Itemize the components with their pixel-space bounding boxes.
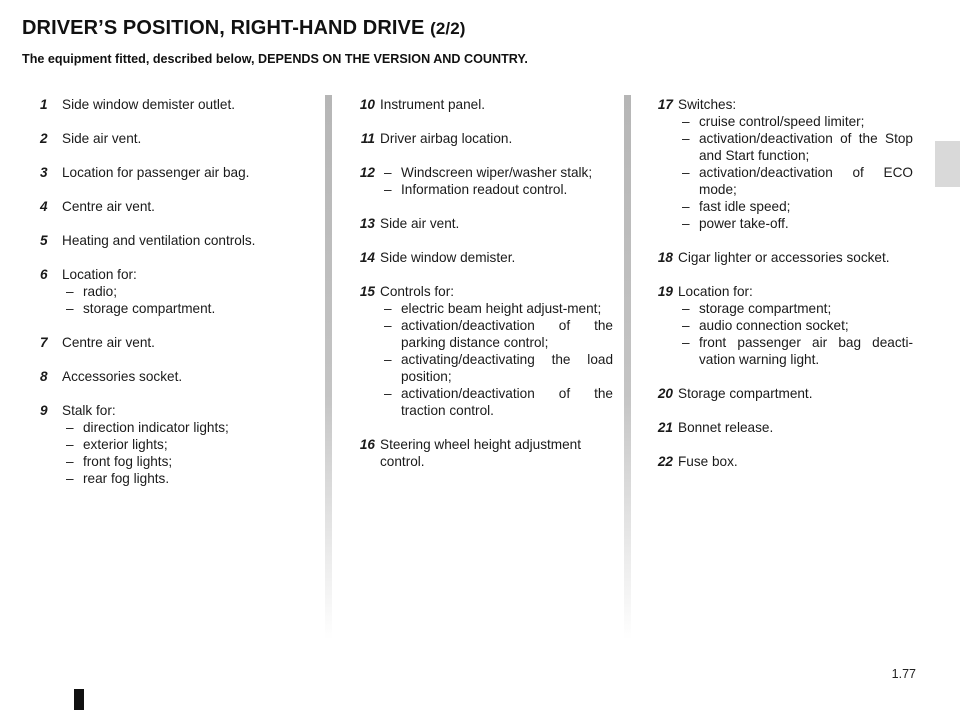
legend-item: 5 Heating and ventilation controls. [40, 232, 300, 249]
dash-bullet: – [682, 301, 690, 316]
sub-item-text: exterior lights; [83, 437, 168, 452]
legend-item: 3 Location for passenger air bag. [40, 164, 300, 181]
item-text: Fuse box. [678, 454, 738, 469]
item-text: Side window demister outlet. [62, 97, 236, 112]
dash-bullet: – [384, 165, 392, 180]
sub-item [380, 181, 613, 198]
legend-item [649, 453, 913, 470]
item-text: Driver airbag location. [380, 131, 513, 146]
column-2 [351, 96, 613, 487]
sub-item-text: audio connection socket; [699, 318, 849, 333]
sub-item [678, 215, 913, 232]
sub-item-text: activation/deactivation of ECO mode; [699, 165, 913, 197]
dash-bullet: – [682, 335, 690, 350]
sub-item [678, 300, 913, 317]
legend-item [649, 283, 913, 368]
chapter-tab-marker [935, 141, 960, 187]
dash-bullet: – [682, 165, 690, 180]
item-number: 16 [359, 437, 375, 452]
legend-item: 6 Location for: – radio; – storage compartment. [40, 266, 300, 317]
dash-bullet: – [682, 131, 690, 146]
sub-item [62, 436, 300, 453]
item-text: Storage compartment. [678, 386, 813, 401]
item-text: Heating and ventilation controls. [62, 233, 256, 248]
item-text: Stalk for: [62, 403, 116, 418]
dash-bullet: – [384, 318, 392, 333]
legend-item: 4 Centre air vent. [40, 198, 300, 215]
item-text: Instrument panel. [380, 97, 486, 112]
dash-bullet: – [384, 301, 392, 316]
item-text: Centre air vent. [62, 199, 155, 214]
legend-item [351, 436, 613, 470]
sub-item [380, 164, 613, 181]
sub-item-text: front passenger air bag deacti-vation warning light. [699, 335, 913, 367]
sub-list [380, 300, 613, 419]
item-number: 17 [657, 97, 673, 112]
legend-item: 2 Side air vent. [40, 130, 300, 147]
legend-item [351, 215, 613, 232]
legend-item [649, 419, 913, 436]
sub-list [62, 419, 300, 487]
item-number: 21 [657, 420, 673, 435]
sub-item-text: front fog lights; [83, 454, 173, 469]
dash-bullet: – [384, 352, 392, 367]
sub-list [678, 300, 913, 368]
dash-bullet: – [66, 301, 74, 316]
dash-bullet: – [682, 114, 690, 129]
item-text: Steering wheel height adjustment control. [380, 437, 582, 469]
dash-bullet: – [66, 420, 74, 435]
legend-item: 8 Accessories socket. [40, 368, 300, 385]
sub-item-text: Information readout control. [401, 182, 568, 197]
item-text: Bonnet release. [678, 420, 774, 435]
dash-bullet: – [66, 471, 74, 486]
dash-bullet: – [682, 216, 690, 231]
sub-item [62, 470, 300, 487]
sub-item-text: Windscreen wiper/washer stalk; [401, 165, 593, 180]
sub-item [678, 130, 913, 164]
dash-bullet: – [66, 437, 74, 452]
sub-item [678, 164, 913, 198]
sub-item-text: activating/deactivating the load position; [401, 352, 613, 384]
item-text: Location for passenger air bag. [62, 165, 250, 180]
legend-item [351, 249, 613, 266]
sub-item [678, 334, 913, 368]
dash-bullet: – [682, 318, 690, 333]
item-number: 20 [657, 386, 673, 401]
item-number: 10 [359, 97, 375, 112]
item-number: 14 [359, 250, 375, 265]
item-number: 15 [359, 284, 375, 299]
item-text: Side window demister. [380, 250, 516, 265]
item-number: 18 [657, 250, 673, 265]
sub-item-text: activation/deactivation of the Stop and Start function; [699, 131, 913, 163]
column-divider [624, 95, 631, 640]
sub-item-text: activation/deactivation of the traction control. [401, 386, 613, 418]
legend-item [649, 249, 913, 266]
page-number: 1.77 [891, 667, 916, 681]
legend-item: 1 Side window demister outlet. [40, 96, 300, 113]
item-text: Switches: [678, 97, 737, 112]
sub-item-text: direction indicator lights; [83, 420, 229, 435]
dash-bullet: – [384, 386, 392, 401]
item-number: 13 [359, 216, 375, 231]
legend-item [351, 130, 613, 147]
item-text: Centre air vent. [62, 335, 155, 350]
page-title [22, 17, 466, 40]
sub-item [678, 113, 913, 130]
item-number: 12 [359, 165, 375, 180]
item-text: Location for: [678, 284, 753, 299]
legend-item [649, 385, 913, 402]
column-3 [649, 96, 913, 487]
legend-item [351, 96, 613, 113]
legend-item: 7 Centre air vent. [40, 334, 300, 351]
title-part-indicator: (2/2) [430, 19, 466, 38]
sub-item-text: storage compartment. [83, 301, 216, 316]
sub-item [380, 317, 613, 351]
item-number: 11 [360, 131, 375, 146]
sub-list [62, 283, 300, 317]
title-text: DRIVER’S POSITION, RIGHT-HAND DRIVE [22, 17, 425, 39]
sub-item [380, 300, 613, 317]
legend-item [351, 283, 613, 419]
sub-item [380, 351, 613, 385]
column-divider [325, 95, 332, 640]
sub-item [62, 300, 300, 317]
item-number: 19 [657, 284, 673, 299]
sub-list [678, 113, 913, 232]
item-number: 22 [657, 454, 673, 469]
dash-bullet: – [66, 454, 74, 469]
sub-item [62, 453, 300, 470]
sub-item [678, 317, 913, 334]
column-1 [40, 96, 300, 504]
page-subtitle: The equipment fitted, described below, DEPENDS ON THE VERSION AND COUNTRY. [22, 52, 528, 66]
legend-item [649, 96, 913, 232]
dash-bullet: – [384, 182, 392, 197]
legend-item [351, 164, 613, 198]
sub-item-text: activation/deactivation of the parking distance control; [401, 318, 613, 350]
sub-item-text: fast idle speed; [699, 199, 791, 214]
sub-item-text: radio; [83, 284, 118, 299]
item-text: Cigar lighter or accessories socket. [678, 250, 890, 265]
corner-crop-mark [74, 689, 84, 710]
item-text: Accessories socket. [62, 369, 183, 384]
sub-item-text: cruise control/speed limiter; [699, 114, 865, 129]
item-text: Location for: [62, 267, 137, 282]
sub-item-text: rear fog lights. [83, 471, 170, 486]
sub-item [62, 419, 300, 436]
sub-list [380, 164, 613, 198]
dash-bullet: – [66, 284, 74, 299]
item-text: Side air vent. [62, 131, 142, 146]
sub-item [678, 198, 913, 215]
item-text: Controls for: [380, 284, 455, 299]
sub-item [380, 385, 613, 419]
legend-item: 9 Stalk for: – direction indicator lights; – exterior lights; – front fog lights; – rear fog lights. [40, 402, 300, 487]
sub-item-text: electric beam height adjust-ment; [401, 301, 602, 316]
dash-bullet: – [682, 199, 690, 214]
sub-item [62, 283, 300, 300]
sub-item-text: storage compartment; [699, 301, 832, 316]
item-text: Side air vent. [380, 216, 460, 231]
sub-item-text: power take-off. [699, 216, 789, 231]
